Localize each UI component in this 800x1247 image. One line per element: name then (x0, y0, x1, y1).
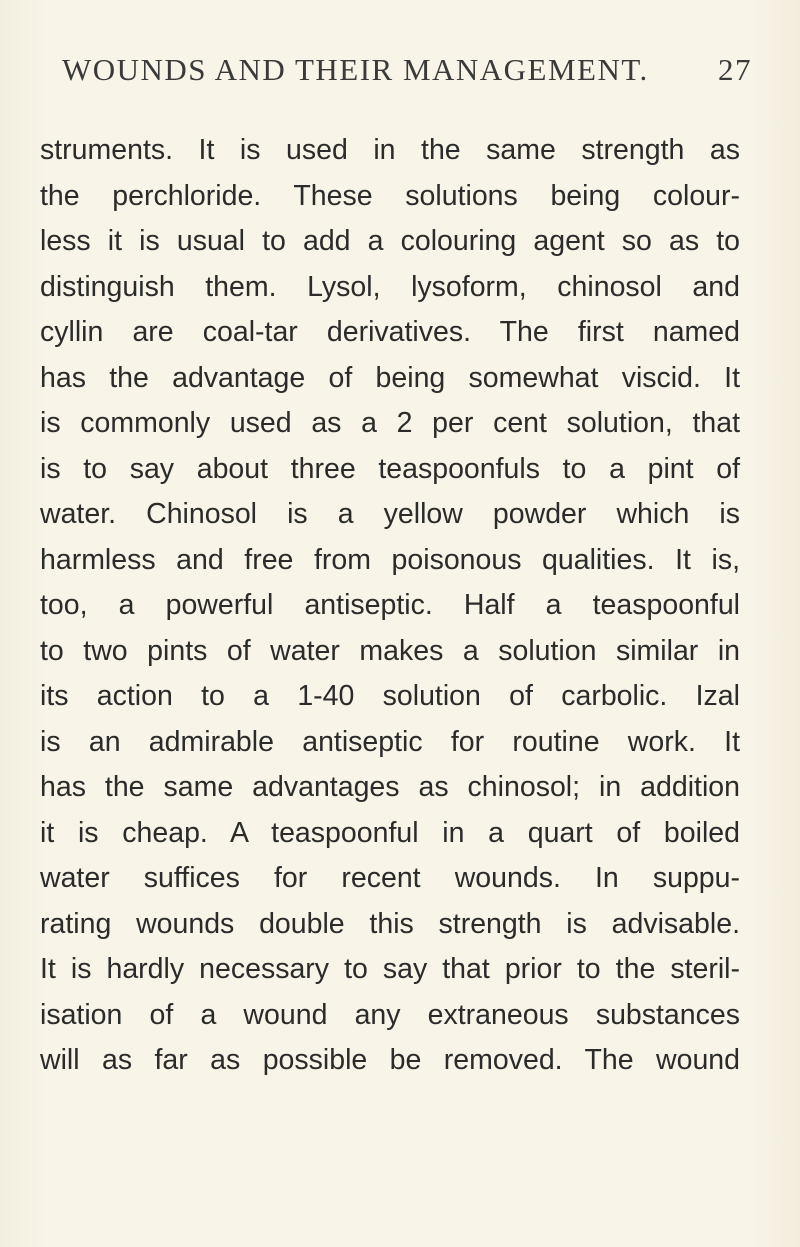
page-number: 27 (718, 52, 752, 87)
text-line: has the advantage of being somewhat viscid. It (40, 361, 740, 394)
running-head-title: WOUNDS AND THEIR MANAGEMENT. (62, 52, 649, 87)
text-line: is an admirable antiseptic for routine work. It (40, 725, 740, 758)
text-line: too, a powerful antiseptic. Half a teaspoonful (40, 589, 740, 621)
text-line: harmless and free from poisonous qualities. It is, (40, 543, 740, 576)
text-line: distinguish them. Lysol, lysoform, chinosol and (40, 270, 740, 303)
body-paragraph (40, 128, 740, 1084)
text-line: water. Chinosol is a yellow powder which is (40, 498, 740, 530)
text-line: less it is usual to add a colouring agent so as to (40, 225, 740, 257)
text-line: to two pints of water makes a solution similar in (40, 634, 740, 667)
text-line: has the same advantages as chinosol; in addition (40, 771, 740, 803)
text-line: the perchloride. These solutions being colour- (40, 179, 740, 212)
text-line: struments. It is used in the same strength as (40, 134, 740, 166)
text-line: rating wounds double this strength is advisable. (40, 907, 740, 940)
text-line: isation of a wound any extraneous substances (40, 998, 740, 1031)
text-line: is to say about three teaspoonfuls to a pint of (40, 452, 740, 485)
running-head (62, 52, 752, 96)
text-line: its action to a 1-40 solution of carbolic. Izal (40, 680, 740, 712)
text-line: will as far as possible be removed. The wound (40, 1044, 740, 1076)
text-line: It is hardly necessary to say that prior to the steril- (40, 953, 740, 985)
text-line: cyllin are coal-tar derivatives. The first named (40, 316, 740, 348)
text-line: water suffices for recent wounds. In suppu- (40, 862, 740, 894)
text-line: is commonly used as a 2 per cent solution, that (40, 407, 740, 439)
text-line: it is cheap. A teaspoonful in a quart of boiled (40, 816, 740, 849)
